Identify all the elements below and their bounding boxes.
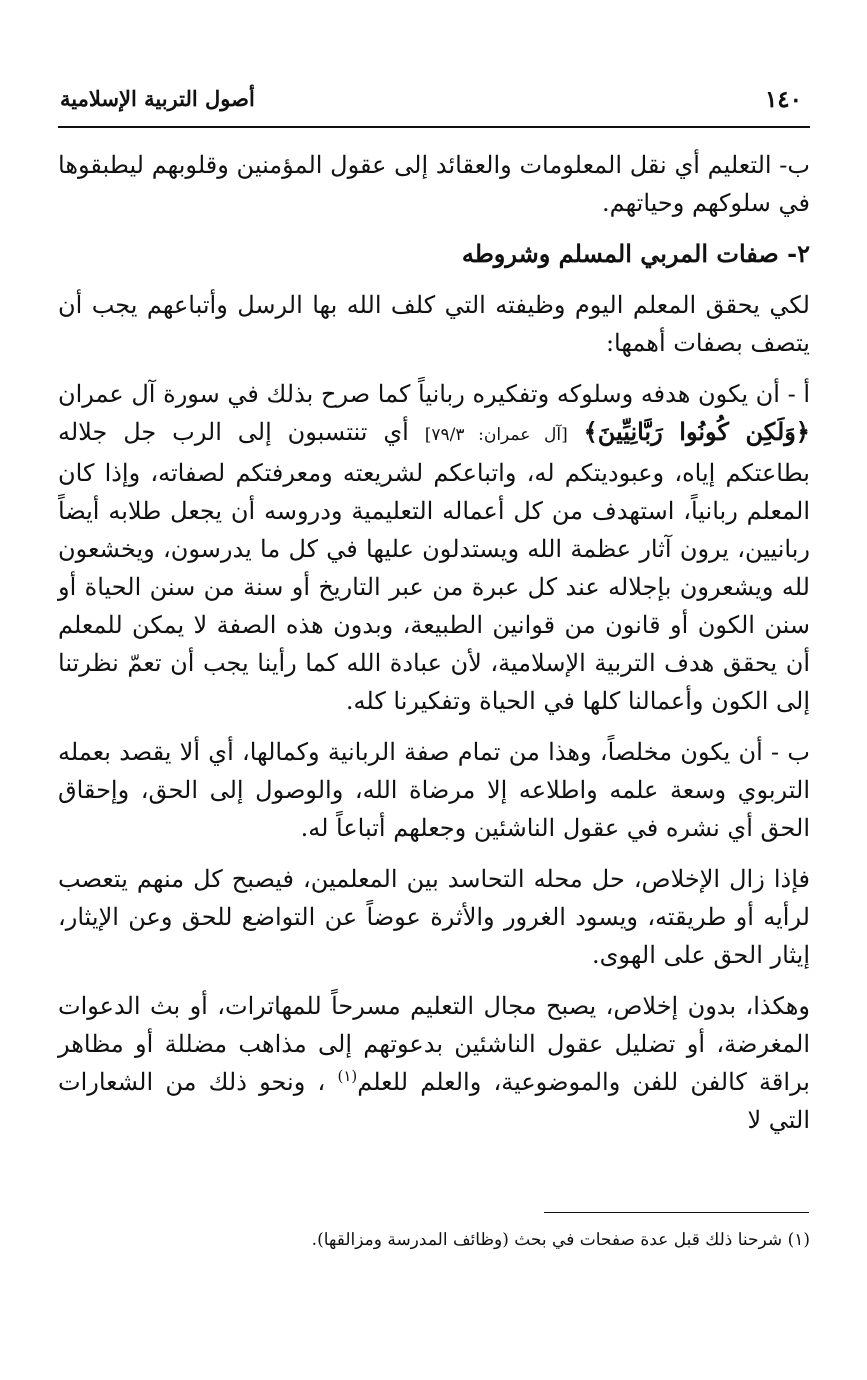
section-heading: ٢- صفات المربي المسلم وشروطه xyxy=(461,239,810,268)
footnote-rule xyxy=(544,1212,809,1213)
paragraph-hakatha-start: وهكذا، بدون إخلاص، يصبح مجال التعليم مسرحاً للمهاترات، أو بث الدعوات المغرضة، أو تضليل عقول الناشئين بدعوتهم إلى مذاهب مضللة أو مظاهر براقة كالفن للفن والموضوعية، والعلم للعلم xyxy=(58,992,810,1096)
running-title: أصول التربية الإسلامية xyxy=(60,86,255,111)
footnote: (١) شرحنا ذلك قبل عدة صفحات في بحث (وظائف المدرسة ومزالقها). xyxy=(311,1230,810,1250)
paragraph-hakatha-end: ، ونحو ذلك من الشعارات التي لا xyxy=(58,1068,810,1134)
paragraph-intro: لكي يحقق المعلم اليوم وظيفته التي كلف الله بها الرسل وأتباعهم يجب أن يتصف بصفات أهمها: xyxy=(58,291,810,357)
main-text xyxy=(58,146,810,1152)
quran-verse: ﴿وَلَكِن كُونُوا رَبَّانِيِّينَ﴾ xyxy=(583,417,810,446)
paragraph-mukhlis: ب - أن يكون مخلصاً، وهذا من تمام صفة الربانية وكمالها، أي ألا يقصد بعمله التربوي وسعة علمه واطلاعه إلا مرضاة الله، والوصول إلى الحق، وإحقاق الحق أي نشره في عقول الناشئين وجعلهم أتباعاً له. xyxy=(58,738,810,842)
header-rule xyxy=(58,126,810,128)
paragraph-ta3leem: ب- التعليم أي نقل المعلومات والعقائد إلى عقول المؤمنين وقلوبهم ليطبقوها في سلوكهم وحياتهم. xyxy=(58,151,810,217)
paragraph-ikhlas: فإذا زال الإخلاص، حل محله التحاسد بين المعلمين، فيصبح كل منهم يتعصب لرأيه أو طريقته، ويسود الغرور والأثرة عوضاً عن التواضع للحق وعن الإيثار، إيثار الحق على الهوى. xyxy=(58,865,810,969)
verse-citation: [آل عمران: ٧٩/٣] xyxy=(424,425,568,445)
paragraph-rabbani-start: أ - أن يكون هدفه وسلوكه وتفكيره ربانياً كما صرح بذلك في سورة آل عمران xyxy=(58,380,810,408)
page-header xyxy=(58,84,810,120)
footnote-reference: (١) xyxy=(337,1067,358,1085)
paragraph-rabbani-rest: أي تنتسبون إلى الرب جل جلاله بطاعتكم إياه، وعبوديتكم له، واتباعكم لشريعته ومعرفتكم لصفاته، وإذا كان المعلم ربانياً، استهدف من كل أعماله التعليمية ودروسه أن يجعل طلابه أيضاً ربانيين، يرون آثار عظمة الله ويستدلون عليها في كل ما يدرسون، ويخشعون لله ويشعرون بإجلاله عند كل عبرة من عبر التاريخ أو سنة من سنن الحياة أو سنن الكون أو قانون من قوانين الطبيعة، وبدون هذه الصفة لا يمكن للمعلم أن يحقق هدف التربية الإسلامية، لأن عبادة الله كما رأينا يجب أن تعمّ نظرتنا إلى الكون وأعمالنا كلها في الحياة وتفكيرنا كله. xyxy=(58,418,810,715)
paragraph-hakatha xyxy=(58,987,810,1139)
page-number: ١٤٠ xyxy=(764,86,802,113)
paragraph-rabbani xyxy=(58,375,810,720)
